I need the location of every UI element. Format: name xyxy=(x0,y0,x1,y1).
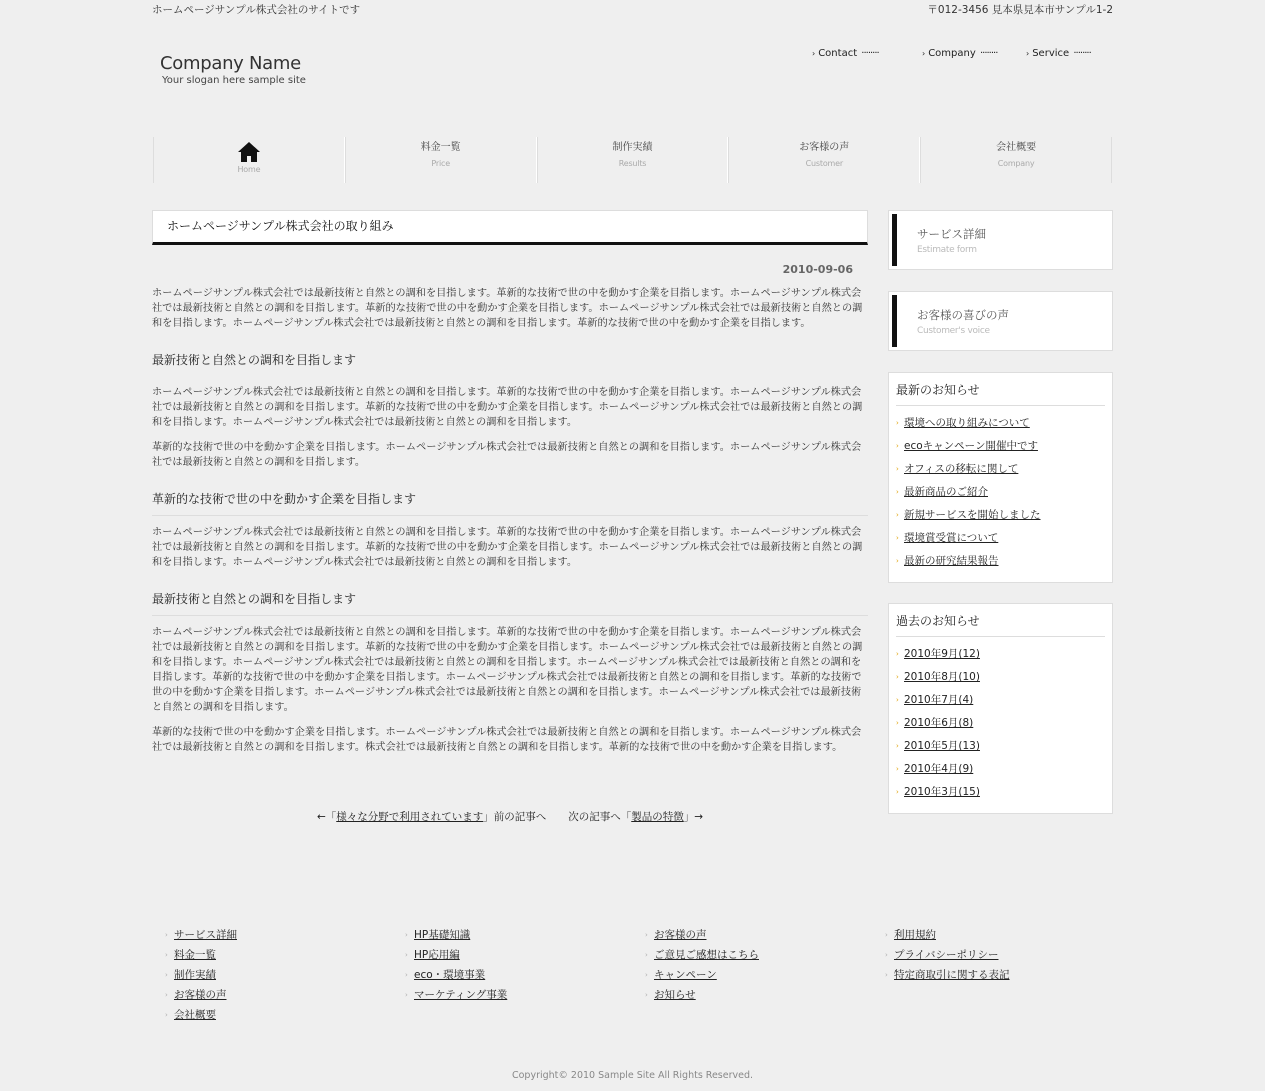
bullet-icon: › xyxy=(645,991,648,999)
section-paragraph: 革新的な技術で世の中を動かす企業を目指します。ホームページサンプル株式会社では最新技術と自然との調和を目指します。ホームページサンプル株式会社では最新技術と自然との調和を目指します。株式会社では最新技術と自然との調和を目指します。革新的な技術で世の中を動かす企業を目指します。 xyxy=(152,727,862,753)
archive-link[interactable]: 2010年8月(10) xyxy=(904,671,980,683)
top-bar xyxy=(152,3,1113,19)
bullet-icon: › xyxy=(896,696,899,704)
nav-results[interactable]: 制作実績 Results xyxy=(537,137,729,183)
bullet-icon: › xyxy=(165,951,168,959)
bullet-icon: › xyxy=(896,557,899,565)
footer-link[interactable]: HP基礎知識 xyxy=(414,929,471,941)
bullet-icon: › xyxy=(405,991,408,999)
bullet-icon: › xyxy=(896,719,899,727)
section-heading: 革新的な技術で世の中を動かす企業を目指します xyxy=(152,491,868,516)
chevron-right-icon: › xyxy=(812,49,816,58)
bullet-icon: › xyxy=(896,650,899,658)
list-item xyxy=(896,735,1105,758)
section-heading: 最新技術と自然との調和を目指します xyxy=(152,353,357,367)
bullet-icon: › xyxy=(896,788,899,796)
bullet-icon: › xyxy=(896,673,899,681)
news-link[interactable]: 環境賞受賞について xyxy=(904,532,999,544)
header-nav xyxy=(812,46,1112,60)
footer-link[interactable]: キャンペーン xyxy=(654,969,717,981)
bullet-icon: › xyxy=(165,991,168,999)
section-paragraph: ホームページサンプル株式会社では最新技術と自然との調和を目指します。革新的な技術で世の中を動かす企業を目指します。ホームページサンプル株式会社では最新技術と自然との調和を目指します。革新的な技術で世の中を動かす企業を目指します。ホームページサンプル株式会社では最新技術と自然との調和を目指します。ホームページサンプル株式会社では最新技術と自然との調和を目指します。 xyxy=(152,387,863,428)
site-tagline: ホームページサンプル株式会社のサイトです xyxy=(152,4,361,16)
banner-customer-voice[interactable]: お客様の喜びの声 Customer's voice xyxy=(888,291,1113,351)
chevron-right-icon: › xyxy=(922,49,926,58)
footer-column xyxy=(645,925,875,1005)
footer-link[interactable]: お客様の声 xyxy=(174,989,227,1001)
header-nav-service[interactable]: › Service ········ xyxy=(1026,48,1091,59)
global-nav xyxy=(153,137,1112,183)
section-heading: 最新技術と自然との調和を目指します xyxy=(152,591,868,616)
bullet-icon: › xyxy=(645,951,648,959)
list-item xyxy=(896,550,1105,573)
copyright: Copyright© 2010 Sample Site All Rights Reserved. xyxy=(511,1070,754,1081)
list-item xyxy=(896,504,1105,527)
section-paragraph: ホームページサンプル株式会社では最新技術と自然との調和を目指します。革新的な技術で世の中を動かす企業を目指します。ホームページサンプル株式会社では最新技術と自然との調和を目指します。革新的な技術で世の中を動かす企業を目指します。ホームページサンプル株式会社では最新技術と自然との調和を目指します。ホームページサンプル株式会社では最新技術と自然との調和を目指します。 xyxy=(152,527,863,568)
nav-customer[interactable]: お客様の声 Customer xyxy=(728,137,920,183)
list-item xyxy=(896,666,1105,689)
list-item xyxy=(896,758,1105,781)
sidebar xyxy=(888,210,1113,834)
list-item xyxy=(896,712,1105,735)
next-article-link[interactable]: 製品の特徴 xyxy=(631,811,684,823)
list-item xyxy=(896,689,1105,712)
footer-link[interactable]: サービス詳細 xyxy=(174,929,237,941)
header-nav-company[interactable]: › Company ········ xyxy=(922,48,998,59)
prev-article-link[interactable]: 様々な分野で利用されています xyxy=(336,811,484,823)
bullet-icon: › xyxy=(896,442,899,450)
article-pager: ←「様々な分野で利用されています」前の記事へ 次の記事へ「製品の特徴」→ xyxy=(316,811,704,823)
archive-link[interactable]: 2010年3月(15) xyxy=(904,786,980,798)
news-link[interactable]: 最新商品のご紹介 xyxy=(904,486,988,498)
list-item xyxy=(896,481,1105,504)
archive-box xyxy=(888,603,1113,814)
news-link[interactable]: 環境への取り組みについて xyxy=(904,417,1030,429)
archive-link[interactable]: 2010年7月(4) xyxy=(904,694,974,706)
footer-link[interactable]: 特定商取引に関する表記 xyxy=(894,969,1010,981)
article-title: ホームページサンプル株式会社の取り組み xyxy=(152,210,868,245)
footer-link[interactable]: お客様の声 xyxy=(654,929,707,941)
footer-link[interactable]: プライバシーポリシー xyxy=(894,949,999,961)
bullet-icon: › xyxy=(165,1011,168,1019)
bullet-icon: › xyxy=(896,534,899,542)
list-item xyxy=(896,527,1105,550)
news-title: 最新のお知らせ xyxy=(896,381,1105,406)
bullet-icon: › xyxy=(885,951,888,959)
article-date: 2010-09-06 xyxy=(782,263,853,276)
address: 〒012-3456 見本県見本市サンプル1-2 xyxy=(927,4,1113,16)
archive-title: 過去のお知らせ xyxy=(896,612,1105,637)
list-item xyxy=(896,435,1105,458)
archive-link[interactable]: 2010年6月(8) xyxy=(904,717,974,729)
bullet-icon: › xyxy=(165,971,168,979)
section-paragraph: ホームページサンプル株式会社では最新技術と自然との調和を目指します。革新的な技術で世の中を動かす企業を目指します。ホームページサンプル株式会社では最新技術と自然との調和を目指します。革新的な技術で世の中を動かす企業を目指します。ホームページサンプル株式会社では最新技術と自然との調和を目指します。ホームページサンプル株式会社では最新技術と自然との調和を目指します。ホームページサンプル株式会社では最新技術と自然との調和を目指します。革新的な技術で世の中を動かす企業を目指します。ホームページサンプル株式会社では最新技術と自然との調和を目指します。革新的な技術で世の中を動かす企業を目指します。ホームページサンプル株式会社では最新技術と自然との調和を目指します。ホームページサンプル株式会社では最新技術と自然との調和を目指します。 xyxy=(152,627,863,713)
footer-column xyxy=(885,925,1115,985)
footer-link[interactable]: お知らせ xyxy=(654,989,696,1001)
footer-link[interactable]: 制作実績 xyxy=(174,969,216,981)
bullet-icon: › xyxy=(896,419,899,427)
news-link[interactable]: 新規サービスを開始しました xyxy=(904,509,1041,521)
main-content xyxy=(152,210,868,825)
footer-link[interactable]: 利用規約 xyxy=(894,929,936,941)
news-link[interactable]: 最新の研究結果報告 xyxy=(904,555,999,567)
archive-link[interactable]: 2010年4月(9) xyxy=(904,763,974,775)
footer-link[interactable]: HP応用編 xyxy=(414,949,460,961)
footer-link[interactable]: eco・環境事業 xyxy=(414,969,486,981)
nav-company[interactable]: 会社概要 Company xyxy=(920,137,1112,183)
logo[interactable] xyxy=(160,53,306,87)
bullet-icon: › xyxy=(896,488,899,496)
bullet-icon: › xyxy=(405,951,408,959)
slogan: Your slogan here sample site xyxy=(162,75,306,86)
bullet-icon: › xyxy=(645,931,648,939)
bullet-icon: › xyxy=(165,931,168,939)
footer-link[interactable]: 料金一覧 xyxy=(174,949,216,961)
list-item xyxy=(896,781,1105,804)
list-item xyxy=(896,458,1105,481)
bullet-icon: › xyxy=(405,931,408,939)
footer-column xyxy=(165,925,395,1025)
nav-price[interactable]: 料金一覧 Price xyxy=(345,137,537,183)
header-nav-contact[interactable]: › Contact ········ xyxy=(812,48,879,59)
bullet-icon: › xyxy=(405,971,408,979)
bullet-icon: › xyxy=(896,511,899,519)
footer-link[interactable]: マーケティング事業 xyxy=(414,989,508,1001)
bullet-icon: › xyxy=(645,971,648,979)
bullet-icon: › xyxy=(896,465,899,473)
list-item xyxy=(896,412,1105,435)
news-box xyxy=(888,372,1113,583)
archive-link[interactable]: 2010年9月(12) xyxy=(904,648,980,660)
bullet-icon: › xyxy=(896,742,899,750)
company-name[interactable]: Company Name xyxy=(160,53,301,74)
bullet-icon: › xyxy=(896,765,899,773)
archive-link[interactable]: 2010年5月(13) xyxy=(904,740,980,752)
banner-service-detail[interactable]: サービス詳細 Estimate form xyxy=(888,210,1113,270)
bullet-icon: › xyxy=(885,931,888,939)
article-intro: ホームページサンプル株式会社では最新技術と自然との調和を目指します。革新的な技術で世の中を動かす企業を目指します。ホームページサンプル株式会社では最新技術と自然との調和を目指します。革新的な技術で世の中を動かす企業を目指します。ホームページサンプル株式会社では最新技術と自然との調和を目指します。ホームページサンプル株式会社では最新技術と自然との調和を目指します。革新的な技術で世の中を動かす企業を目指します。 xyxy=(152,288,863,329)
nav-home[interactable]: Home xyxy=(153,137,345,183)
news-link[interactable]: ecoキャンペーン開催中です xyxy=(904,440,1038,452)
home-icon xyxy=(237,141,261,163)
footer-column xyxy=(405,925,635,1005)
news-link[interactable]: オフィスの移転に関して xyxy=(904,463,1019,475)
list-item xyxy=(896,643,1105,666)
section-paragraph: 革新的な技術で世の中を動かす企業を目指します。ホームページサンプル株式会社では最新技術と自然との調和を目指します。ホームページサンプル株式会社では最新技術と自然との調和を目指します。 xyxy=(152,442,862,468)
bullet-icon: › xyxy=(885,971,888,979)
footer-link[interactable]: 会社概要 xyxy=(174,1009,216,1021)
footer-link[interactable]: ご意見ご感想はこちら xyxy=(654,949,759,961)
chevron-right-icon: › xyxy=(1026,49,1030,58)
